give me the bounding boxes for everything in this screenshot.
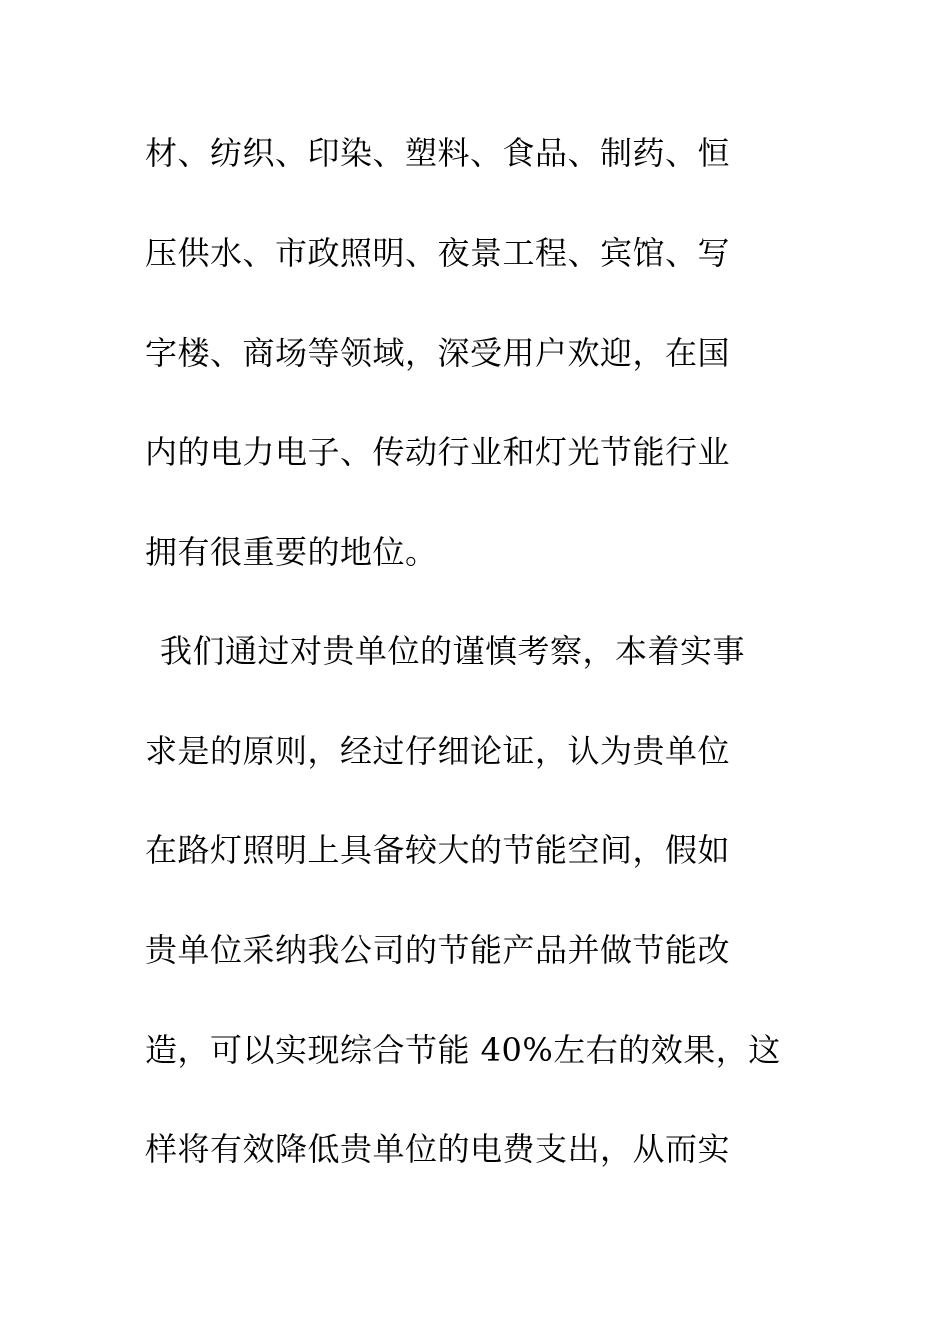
text-line: 字楼、商场等领域，深受用户欢迎，在国 [145, 334, 731, 372]
paragraph-first-line: 我们通过对贵单位的谨慎考察，本着实事 [160, 632, 746, 670]
text-line: 样将有效降低贵单位的电费支出，从而实 [145, 1130, 731, 1168]
text-line: 材、纺织、印染、塑料、食品、制药、恒 [145, 134, 731, 172]
text-line: 在路灯照明上具备较大的节能空间，假如 [145, 831, 731, 869]
text-line: 贵单位采纳我公司的节能产品并做节能改 [145, 931, 731, 969]
text-line: 压供水、市政照明、夜景工程、宾馆、写 [145, 234, 731, 272]
text-line: 内的电力电子、传动行业和灯光节能行业 [145, 433, 731, 471]
text-line: 求是的原则，经过仔细论证，认为贵单位 [145, 732, 731, 770]
text-line: 拥有很重要的地位。 [145, 533, 438, 571]
text-line: 造，可以实现综合节能 40%左右的效果，这 [145, 1031, 781, 1069]
